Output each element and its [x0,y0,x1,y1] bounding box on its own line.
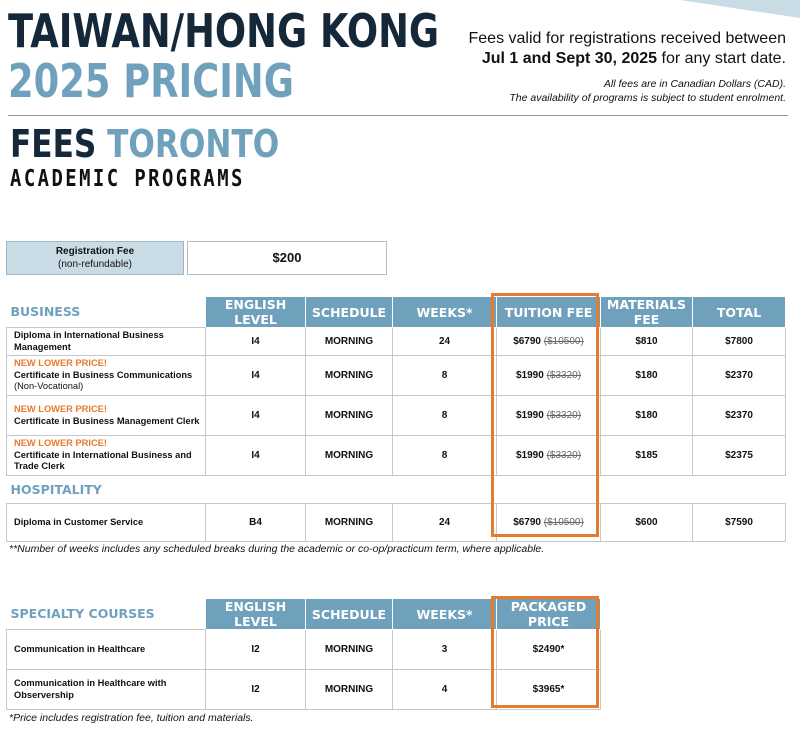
registration-fee-sublabel: (non-refundable) [58,259,132,270]
weeks: 24 [393,504,497,542]
materials-fee: $180 [601,356,693,396]
fee-current: $6790 [513,517,541,528]
section-specialty-courses: SPECIALTY COURSES [7,599,206,630]
promo-badge: NEW LOWER PRICE! [14,358,107,369]
english-level: I4 [206,396,306,436]
page-subtitle: 2025 PRICING [8,54,294,108]
total: $7590 [693,504,786,542]
weeks: 3 [393,630,497,670]
materials-fee: $600 [601,504,693,542]
fees-heading [10,122,279,166]
weeks-footnote: **Number of weeks includes any scheduled breaks during the academic or co-op/practicum term, where applicable. [9,543,545,555]
fee-original: ($3320) [546,410,582,421]
program-name: Certificate in International Business and Trade Clerk [14,449,192,472]
materials-fee: $180 [601,396,693,436]
schedule: MORNING [306,504,393,542]
program-cell [7,356,206,396]
fee-current: $1990 [515,450,544,461]
weeks: 8 [393,356,497,396]
english-level: I4 [206,328,306,356]
program-name: Certificate in Business Management Clerk [14,415,200,426]
total: $7800 [693,328,786,356]
schedule: MORNING [306,356,393,396]
total: $2370 [693,396,786,436]
table-row [7,328,786,356]
tuition-fee [497,436,601,476]
table-row [7,356,786,396]
schedule: MORNING [306,630,393,670]
weeks: 8 [393,396,497,436]
table-row [7,396,786,436]
promo-badge: NEW LOWER PRICE! [14,404,107,414]
validity-date-range: Jul 1 and Sept 30, 2025 [481,50,658,67]
tuition-fee [497,396,601,436]
programs-subheading: ACADEMIC PROGRAMS [10,166,245,192]
validity-suffix: for any start date. [657,50,786,67]
col-schedule: SCHEDULE [306,297,393,328]
schedule: MORNING [306,670,393,710]
col-total: TOTAL [693,297,786,328]
program-cell [7,436,206,476]
city-label: TORONTO [107,122,280,166]
program-name: Communication in Healthcare [7,630,206,670]
col-packaged-price: PACKAGED PRICE [497,599,601,630]
tuition-fee [497,328,601,356]
promo-badge: NEW LOWER PRICE! [14,438,107,449]
english-level: I2 [206,630,306,670]
col-english-level: ENGLISH LEVEL [206,599,306,630]
schedule: MORNING [306,328,393,356]
weeks: 24 [393,328,497,356]
fee-current: $1990 [515,370,544,381]
weeks: 8 [393,436,497,476]
packaged-price: $2490* [497,630,601,670]
program-note: (Non-Vocational) [14,381,84,392]
materials-fee: $810 [601,328,693,356]
registration-fee-title: Registration Fee [55,246,135,257]
fee-original: ($3320) [546,370,582,381]
program-name: Diploma in International Business Management [7,328,206,356]
corner-decoration [680,0,800,18]
col-english-level: ENGLISH LEVEL [206,297,306,328]
col-weeks: WEEKS* [393,599,497,630]
program-name: Certificate in Business Communications [14,369,193,380]
schedule: MORNING [306,396,393,436]
materials-fee: $185 [601,436,693,476]
schedule: MORNING [306,436,393,476]
col-schedule: SCHEDULE [306,599,393,630]
registration-fee-value: $200 [187,241,387,275]
availability-note: The availability of programs is subject to student enrolment. [509,92,786,104]
fee-original: ($3320) [546,450,582,461]
section-hospitality: HOSPITALITY [7,476,786,504]
fee-current: $1990 [515,410,544,421]
specialty-courses-table [6,598,601,710]
program-cell [7,396,206,436]
total: $2370 [693,356,786,396]
tuition-fee [497,504,601,542]
weeks: 4 [393,670,497,710]
table-row [7,670,601,710]
packaged-price: $3965* [497,670,601,710]
english-level: I2 [206,670,306,710]
fee-original: ($10500) [543,336,584,347]
registration-fee-label [6,241,184,275]
section-business: BUSINESS [7,297,206,328]
fee-current: $6790 [513,336,541,347]
total: $2375 [693,436,786,476]
fee-original: ($10500) [543,517,584,528]
table-row [7,504,786,542]
header-divider [8,115,788,116]
page-title: TAIWAN/HONG KONG [8,4,440,58]
english-level: B4 [206,504,306,542]
program-name: Diploma in Customer Service [7,504,206,542]
validity-text: Fees valid for registrations received between [468,30,786,47]
english-level: I4 [206,356,306,396]
table-row [7,630,601,670]
price-footnote: *Price includes registration fee, tuition and materials. [9,712,254,724]
currency-note: All fees are in Canadian Dollars (CAD). [603,78,786,90]
fees-label: FEES [10,122,97,166]
validity-dates [482,50,786,68]
col-materials-fee: MATERIALS FEE [601,297,693,328]
tuition-fee [497,356,601,396]
english-level: I4 [206,436,306,476]
col-tuition-fee: TUITION FEE [497,297,601,328]
table-row [7,436,786,476]
program-name: Communication in Healthcare with Observership [7,670,206,710]
col-weeks: WEEKS* [393,297,497,328]
academic-programs-table [6,296,786,542]
